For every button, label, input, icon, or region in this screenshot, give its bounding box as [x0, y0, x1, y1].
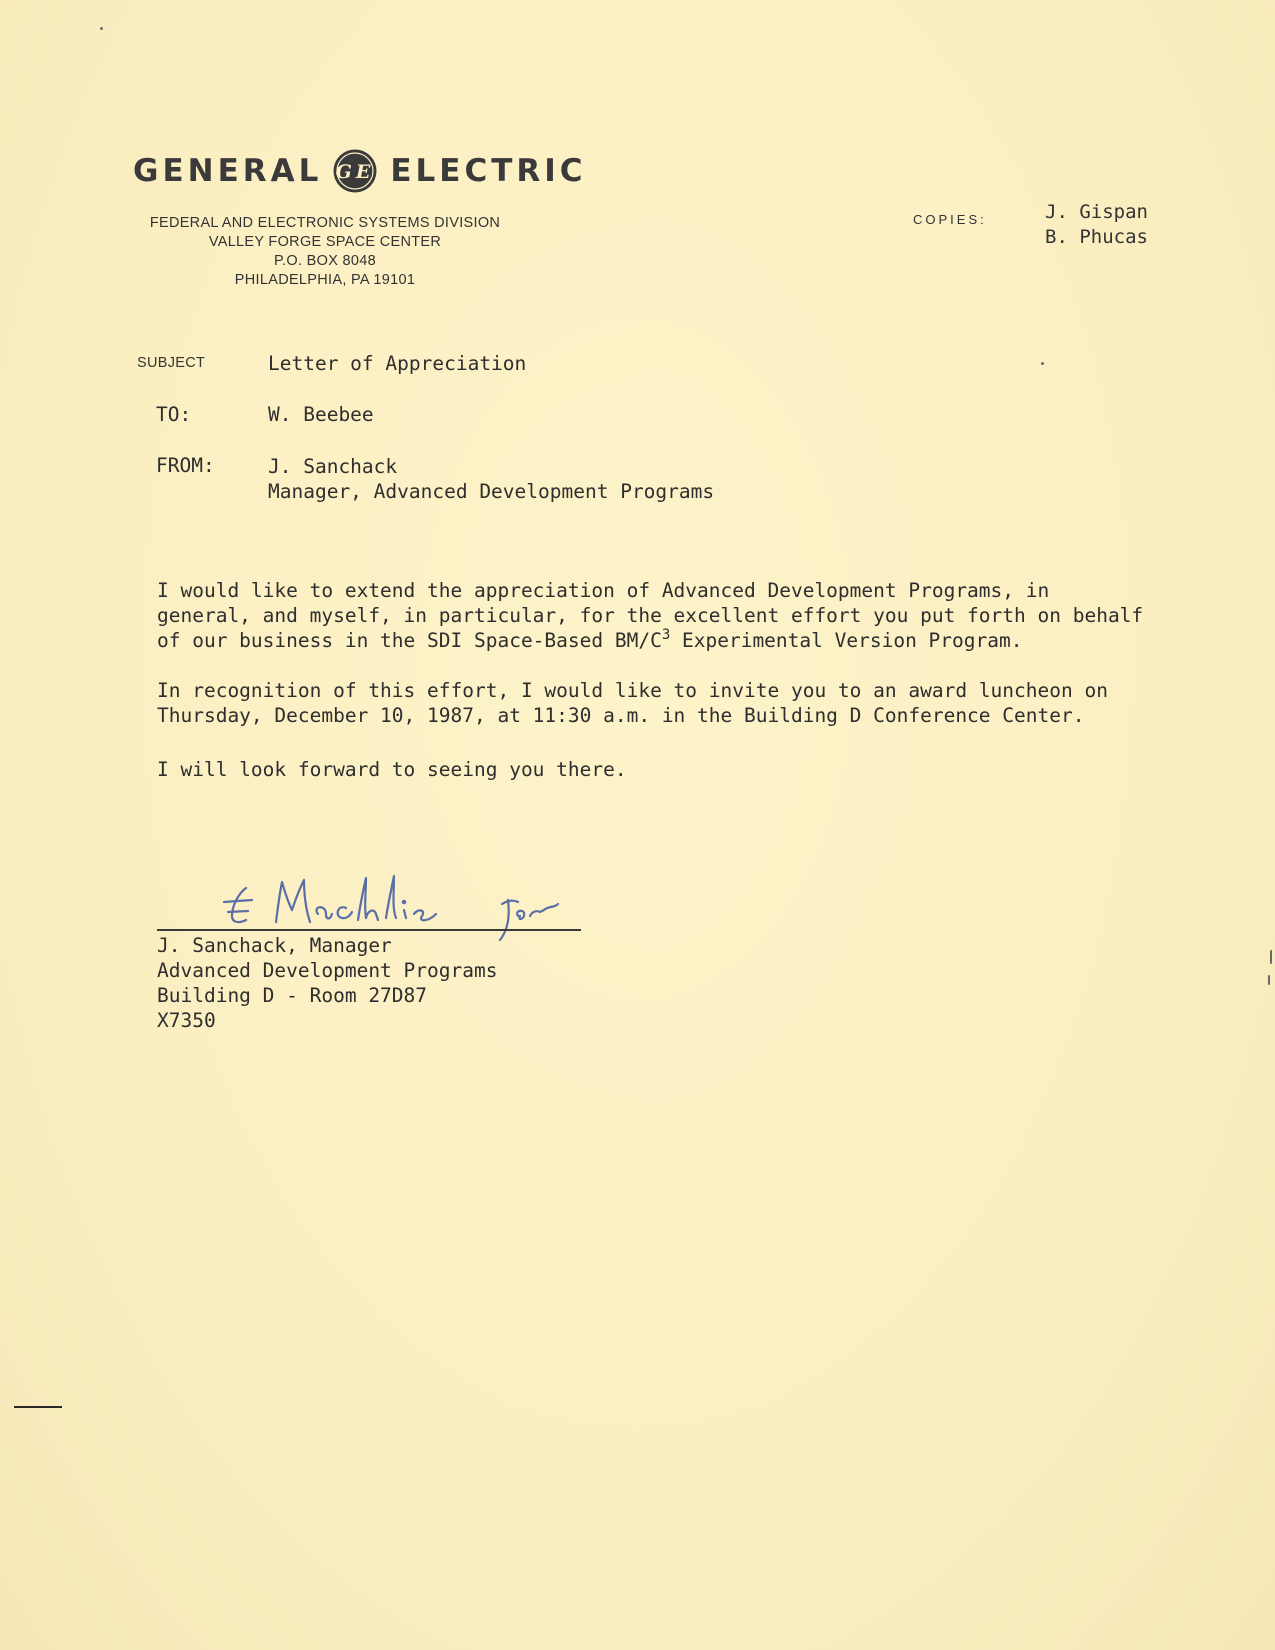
body-line: general, and myself, in particular, for the excellent effort you put forth on behalf [157, 604, 1144, 627]
paper-speck [1270, 950, 1272, 964]
body-paragraph-3 [157, 757, 627, 782]
body-line-with-superscript [157, 628, 1143, 653]
signature-block-line: X7350 [157, 1009, 216, 1032]
to-value: W. Beebee [268, 403, 374, 426]
from-title: Manager, Advanced Development Programs [268, 480, 715, 503]
body-paragraph-1 [157, 578, 1143, 653]
signature-block [157, 933, 497, 1033]
company-logo [133, 148, 587, 194]
paper-speck [1041, 362, 1044, 365]
address-line: FEDERAL AND ELECTRONIC SYSTEMS DIVISION [149, 215, 501, 231]
from-label: FROM: [156, 454, 215, 477]
paper-speck [100, 27, 103, 30]
address-line: PHILADELPHIA, PA 19101 [234, 272, 416, 288]
body-line: In recognition of this effort, I would like to invite you to an award luncheon on [157, 679, 1108, 702]
copies-name: J. Gispan [1045, 201, 1148, 223]
from-value [268, 454, 714, 504]
body-line: I will look forward to seeing you there. [157, 758, 627, 781]
ge-monogram-icon [332, 148, 378, 194]
to-label: TO: [156, 403, 192, 426]
copies-name: B. Phucas [1045, 226, 1148, 248]
body-line-text: of our business in the SDI Space-Based BM/C [157, 629, 662, 652]
company-name-left: GENERAL [133, 153, 323, 189]
address-line: VALLEY FORGE SPACE CENTER [208, 234, 442, 250]
address-line: P.O. BOX 8048 [274, 253, 376, 269]
from-name: J. Sanchack [268, 455, 398, 478]
copies-label: COPIES: [913, 212, 987, 227]
company-name-right: ELECTRIC [390, 153, 587, 189]
signature-block-line: J. Sanchack, Manager [157, 934, 392, 957]
body-line-text: Experimental Version Program. [670, 629, 1023, 652]
ge-monogram-text: GE [336, 161, 375, 183]
body-line: Thursday, December 10, 1987, at 11:30 a.m. in the Building D Conference Center. [157, 704, 1085, 727]
division-address [135, 214, 515, 290]
edge-mark [14, 1406, 62, 1408]
subject-label: SUBJECT [137, 355, 206, 371]
copies-list [1045, 200, 1148, 250]
superscript: 3 [661, 627, 671, 643]
signature-block-line: Building D - Room 27D87 [157, 984, 428, 1007]
body-line: I would like to extend the appreciation of Advanced Development Programs, in [157, 579, 1050, 602]
body-paragraph-2 [157, 678, 1108, 728]
signature-line [157, 929, 581, 931]
paper-speck [1268, 975, 1270, 985]
subject-value: Letter of Appreciation [268, 352, 527, 375]
signature-block-line: Advanced Development Programs [157, 959, 498, 982]
